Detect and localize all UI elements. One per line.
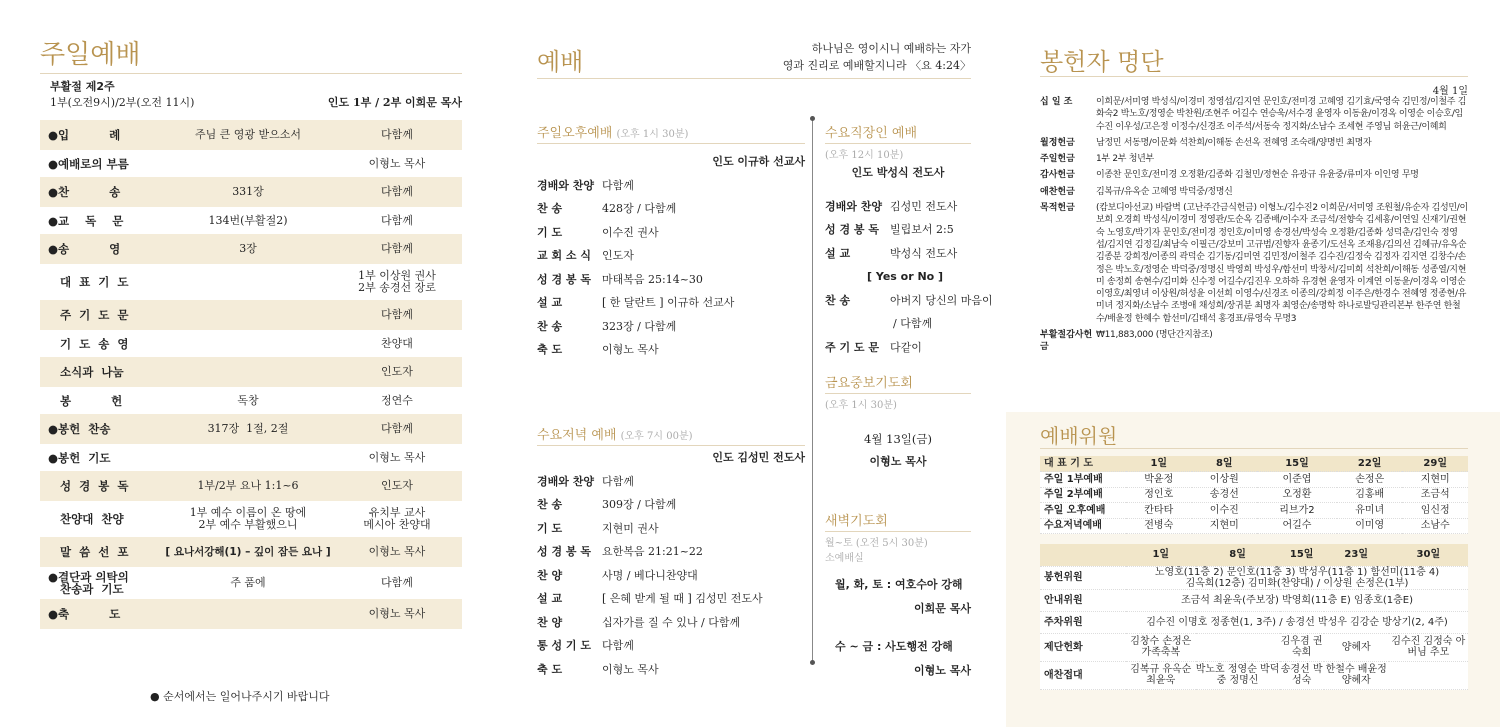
dawn-time: 월~토 (오전 5시 30분) — [825, 538, 928, 549]
row-label: 기 도 — [537, 521, 563, 535]
table-cell — [1126, 589, 1468, 611]
offering-item — [1040, 153, 1468, 165]
row-label: 성 경 봉 독 — [537, 272, 591, 286]
table-cell — [1389, 661, 1468, 689]
row-value: 309장 / 다함께 — [602, 498, 677, 511]
table-cell: 칸타타 — [1126, 503, 1192, 519]
offering-names: (캄보디아선교) 바람벽 (고난주간금식헌금) 이형노/김수진2 이희문/서미영 조원철/유순자 김성민/이보희 오경희 박성식/이경미 정영관/도순옥 김종배/이수자 조금석/전향숙 김세홍/이연일 신재기/권현숙 노영호/박기자 문인호/전미경 정인호/이미영 송경선/박성숙 오정환/김종화 성덕춘/김인숙 정영섭/김지연 김정길/최남숙 이필근/강보미 고규범/진향자 윤종기/도선옥 조재용/김의선 김혜규/유옥순 김종분 강희정/이종의 곽덕순 김기동/김미연 김민정/이철주 김수진/김정숙 김정자 김지연 김창수/손정은 박노호/정영순 박덕중/정명신 박영희 박성우/함선미 박창서/김미희 석찬희/이해동 성종열/지현미 송정희 송현수/김미화 신수정 어길수/김진우 오하하 유경현 윤영자 이계연 이동윤/이경옥 이영순 이영호/최영녀 이상원/허성윤 이선희 이영수/신경조 이종의/강희정 이주은/한경수 전혜영 정종현/유미녀 정지화/소남수 조병애 채성희/장귀분 최명자 최영순/송명학 하나로발딩관리본부 한주연 한철수/배윤정 한혜수 함선미/김태석 홍경표/류영숙 무명3 — [1096, 203, 1468, 324]
friday-title: 금요중보기도회 — [825, 376, 913, 391]
offerings-date: 4월 1일 — [1432, 86, 1468, 97]
table-cell: 유미녀 — [1337, 503, 1403, 519]
row-label: 설 교 — [537, 296, 563, 309]
column-divider — [812, 118, 813, 664]
sermon-title: [ Yes or No ] — [867, 270, 944, 283]
service-row — [537, 221, 805, 245]
table-cell: 양혜자 — [1324, 633, 1389, 661]
order-item-label: 말 씀 선 포 — [40, 537, 164, 567]
order-item-person: 인도자 — [332, 471, 462, 501]
table-header-cell: 8일 — [1192, 456, 1258, 472]
order-row — [40, 471, 462, 501]
dawn-place: 소예배실 — [825, 553, 864, 564]
table-cell: 주일 1부예배 — [1040, 472, 1126, 488]
row-label: 경배와 찬양 — [537, 178, 594, 192]
order-item-person: 이형노 목사 — [332, 599, 462, 629]
prayer-schedule-table — [1040, 456, 1468, 534]
table-cell: 리브가2 — [1257, 503, 1337, 519]
afternoon-leader: 인도 이규하 선교사 — [712, 155, 805, 168]
row-value: 이형노 목사 — [602, 343, 659, 356]
service-row — [537, 587, 805, 611]
table-cell: 임신정 — [1402, 503, 1468, 519]
row-value: [ 한 달란트 ] 이규하 선교사 — [602, 296, 735, 309]
order-item-content: [ 요나서강해(1) – 깊이 잠든 요나 ] — [164, 537, 332, 567]
service-row — [537, 315, 805, 339]
order-row — [40, 207, 462, 234]
order-item-label: ●봉헌 찬송 — [40, 414, 164, 444]
table-cell: 오정환 — [1257, 487, 1337, 503]
row-value: 요한복음 21:21~22 — [602, 545, 703, 558]
afternoon-rows — [537, 174, 805, 362]
order-item-content — [164, 264, 332, 300]
workers-leader: 인도 박성식 전도사 — [851, 166, 945, 179]
workers-service — [825, 122, 993, 359]
order-item-content: 주님 큰 영광 받으소서 — [164, 120, 332, 150]
table-cell: 조금석 — [1402, 487, 1468, 503]
order-item-person: 다함께 — [332, 300, 462, 330]
row-value: 428장 / 다함께 — [602, 202, 677, 215]
row-value: [ 은혜 받게 될 때 ] 김성민 전도사 — [602, 592, 763, 605]
wednesday-title — [537, 424, 805, 443]
service-row — [537, 658, 805, 682]
table-cell: 지현미 — [1192, 518, 1258, 534]
table-header-row — [1040, 456, 1468, 472]
cell-line: 조금석 최윤욱(주보장) 박영희(11층 E) 임종호(1층E) — [1180, 594, 1414, 606]
order-item-person: 다함께 — [332, 177, 462, 207]
offering-names: ₩11,883,000 (명단간지참조) — [1096, 330, 1213, 341]
row-label: 봉헌위원 — [1040, 566, 1126, 589]
afternoon-title-text: 주일오후예배 — [537, 126, 613, 141]
order-item-label: 대 표 기 도 — [48, 275, 129, 289]
row-value: 십자가를 질 수 있나 / 다함께 — [602, 615, 741, 629]
workers-row-cont: / 다함께 — [893, 317, 933, 330]
service-row — [537, 634, 805, 658]
offering-type: 월정헌금 — [1040, 137, 1075, 148]
row-label: 찬 양 — [537, 568, 563, 582]
order-item-label: 기 도 송 영 — [48, 336, 129, 351]
order-item-content: 331장 — [164, 177, 332, 207]
table-cell: 정인호 — [1126, 487, 1192, 503]
dawn-line-1-person: 이희문 목사 — [914, 602, 971, 615]
leader-label: 인도 1부 / 2부 이희문 목사 — [327, 96, 462, 109]
order-of-service-table — [40, 120, 462, 629]
order-item-content: 독창 — [237, 393, 259, 407]
offerings-list — [1040, 96, 1468, 358]
afternoon-title — [537, 122, 805, 141]
table-cell: 소남수 — [1402, 518, 1468, 534]
table-header-cell: 30일 — [1389, 544, 1468, 566]
row-label: 찬 양 — [537, 615, 563, 629]
order-item-person: 이형노 목사 — [368, 450, 426, 464]
order-item-content — [164, 150, 332, 177]
title-divider — [40, 73, 462, 74]
divider-dot — [810, 116, 815, 121]
row-value: 마태복음 25:14~30 — [602, 272, 703, 286]
dawn-prayer — [825, 510, 971, 678]
friday-person: 이형노 목사 — [869, 455, 927, 468]
row-value: 인도자 — [602, 249, 634, 262]
table-cell: 어길수 — [1257, 518, 1337, 534]
order-item-person: 다함께 — [381, 213, 413, 227]
verse-line-2: 영과 진리로 예배할지니라 〈요 4:24〉 — [782, 59, 971, 72]
order-item-content: 317장 1절, 2절 — [164, 414, 332, 444]
table-cell: 이준엽 — [1257, 472, 1337, 488]
order-item-person: 정연수 — [381, 393, 413, 407]
row-label: 경배와 찬양 — [825, 199, 882, 213]
workers-row — [825, 336, 971, 360]
row-label: 찬 송 — [537, 319, 563, 333]
table-cell: 송경선 — [1192, 487, 1258, 503]
table-row — [1040, 633, 1468, 661]
row-value: 다함께 — [602, 639, 634, 652]
friday-time: (오후 1시 30분) — [825, 400, 897, 411]
offering-item — [1040, 96, 1468, 133]
services-title: 예배 — [537, 48, 584, 76]
offering-type: 십 일 조 — [1040, 97, 1073, 107]
table-header-cell: 23일 — [1324, 544, 1389, 566]
offering-item — [1040, 329, 1468, 354]
order-row — [40, 150, 462, 177]
table-row — [1040, 661, 1468, 689]
row-label: 주차위원 — [1040, 611, 1126, 633]
standing-note: ● 순서에서는 일어나주시기 바랍니다 — [150, 690, 330, 703]
order-row — [40, 330, 462, 357]
cell-line: 김옥희(12층) 김미화(찬양대) / 이상원 손정은(1부) — [1185, 577, 1409, 589]
sunday-service-panel — [40, 34, 462, 703]
verse — [711, 40, 971, 74]
order-item-content: 1부/2부 요나 1:1~6 — [164, 471, 332, 501]
row-value: 빌립보서 2:5 — [890, 223, 954, 236]
table-cell: 이상원 — [1192, 472, 1258, 488]
afternoon-time: (오후 1시 30분) — [616, 129, 689, 140]
offering-names: 남정민 서동명/이문화 석찬희/이해동 손선옥 전혜영 조숙래/양명빈 최명자 — [1096, 137, 1372, 148]
row-label: 설 교 — [537, 592, 563, 605]
row-label: 주 기 도 문 — [825, 340, 879, 354]
row-label: 성 경 봉 독 — [825, 223, 879, 236]
table-cell: 이수진 — [1192, 503, 1258, 519]
row-label: 성 경 봉 독 — [537, 545, 591, 558]
season-label: 부활절 제2주 — [50, 80, 115, 93]
order-row — [40, 567, 462, 599]
title-divider — [1040, 76, 1468, 77]
order-item-person: 찬양대 — [381, 336, 413, 350]
page-title: 주일예배 — [40, 40, 141, 70]
service-row — [537, 517, 805, 541]
table-cell: 송경선 박성숙 — [1280, 661, 1324, 689]
table-cell: 김창수 손정은 가족축복 — [1126, 633, 1196, 661]
workers-time: (오후 12시 10분) — [825, 150, 904, 161]
order-item-content: 주 품에 — [230, 576, 266, 589]
order-item-content — [164, 599, 332, 629]
title-divider — [1040, 448, 1468, 449]
table-cell: 이미영 — [1337, 518, 1403, 534]
offering-item — [1040, 202, 1468, 325]
row-label: 교 회 소 식 — [537, 249, 591, 262]
order-item-person: 다함께 — [332, 120, 462, 150]
order-item-person: 유치부 교사 메시아 찬양대 — [363, 506, 431, 531]
order-item-label: ●봉헌 기도 — [48, 450, 111, 465]
order-item-label: 성 경 봉 독 — [40, 471, 164, 501]
order-item-label: 소식과 나눔 — [40, 357, 164, 387]
table-cell: 수요저녁예배 — [1040, 518, 1126, 534]
offering-type: 감사헌금 — [1040, 170, 1075, 181]
row-label: 축 도 — [537, 343, 563, 356]
committee-section — [1006, 412, 1500, 727]
title-divider — [537, 78, 971, 79]
order-item-label: ●결단과 의탁의 찬송과 기도 — [48, 570, 129, 596]
service-row — [537, 268, 805, 292]
order-item-content: 3장 — [164, 234, 332, 264]
table-cell: 전병숙 — [1126, 518, 1192, 534]
service-row — [537, 291, 805, 315]
order-item-content: 134번(부활절2) — [208, 213, 288, 227]
service-row — [537, 611, 805, 635]
order-row — [40, 264, 462, 300]
offerings-title: 봉헌자 명단 — [1040, 48, 1164, 76]
table-header-cell: 29일 — [1402, 456, 1468, 472]
table-header-cell: 22일 — [1337, 456, 1403, 472]
table-cell: 김수진 김정숙 아버님 추모 — [1389, 633, 1468, 661]
service-row — [537, 564, 805, 588]
section-divider — [825, 393, 971, 394]
table-header-cell: 8일 — [1196, 544, 1280, 566]
workers-row — [825, 195, 971, 219]
table-row — [1040, 503, 1468, 519]
row-label: 안내위원 — [1040, 589, 1126, 611]
dawn-line-2-person: 이형노 목사 — [914, 664, 971, 677]
order-item-content: 1부 예수 이름이 온 땅에 2부 예수 부활했으니 — [189, 506, 307, 531]
row-value: 아버지 당신의 마음이 — [890, 293, 993, 307]
table-header-cell: 15일 — [1280, 544, 1324, 566]
order-row — [40, 501, 462, 537]
table-row — [1040, 589, 1468, 611]
table-header-cell: 1일 — [1126, 456, 1192, 472]
row-label: 기 도 — [537, 225, 563, 239]
section-divider — [537, 143, 805, 144]
wednesday-service — [537, 424, 805, 681]
row-value: 다함께 — [602, 474, 634, 488]
service-row — [537, 470, 805, 494]
service-row — [537, 338, 805, 362]
wednesday-leader: 인도 김성민 전도사 — [712, 451, 805, 464]
row-value: 다같이 — [890, 340, 922, 354]
offering-type: 목적헌금 — [1040, 203, 1075, 214]
table-header-cell — [1040, 544, 1126, 566]
order-row — [40, 414, 462, 444]
table-row — [1040, 611, 1468, 633]
verse-line-1: 하나님은 영이시니 예배하는 자가 — [811, 42, 971, 55]
order-item-person: 이형노 목사 — [368, 156, 426, 170]
service-row — [537, 540, 805, 564]
afternoon-service — [537, 122, 805, 362]
row-value: 김성민 전도사 — [890, 199, 958, 213]
order-item-person: 1부 이상원 권사 2부 송경선 장로 — [358, 269, 436, 294]
row-label: 찬 송 — [537, 498, 563, 511]
row-value: 박성식 전도사 — [890, 246, 958, 260]
workers-row — [825, 242, 971, 266]
table-cell: 손정은 — [1337, 472, 1403, 488]
order-row — [40, 300, 462, 330]
table-row — [1040, 566, 1468, 589]
table-header-row — [1040, 544, 1468, 566]
offering-item — [1040, 186, 1468, 198]
friday-date: 4월 13일(금) — [864, 432, 932, 446]
row-label: 통 성 기 도 — [537, 639, 591, 652]
table-cell — [1126, 611, 1468, 633]
dawn-title: 새벽기도회 — [825, 514, 888, 529]
order-item-person: 다함께 — [381, 576, 413, 589]
table-cell: 주일 2부예배 — [1040, 487, 1126, 503]
dawn-line-2: 수 ~ 금 : 사도행전 강해 — [835, 640, 953, 653]
table-cell — [1196, 633, 1280, 661]
order-item-person: 이형노 목사 — [332, 537, 462, 567]
offering-names: 1부 2부 청년부 — [1096, 154, 1154, 165]
table-cell: 김복규 유옥순 최윤욱 — [1126, 661, 1196, 689]
wednesday-time: (오후 7시 00분) — [620, 431, 693, 442]
order-item-label: ●송 영 — [40, 234, 164, 264]
row-value: 이수진 권사 — [602, 225, 659, 239]
table-cell: 박노호 정영순 박덕중 정명신 — [1196, 661, 1280, 689]
order-row — [40, 387, 462, 414]
row-label: 찬 송 — [825, 293, 851, 307]
table-header-cell: 1일 — [1126, 544, 1196, 566]
friday-prayer — [825, 372, 971, 469]
table-cell: 주일 오후예배 — [1040, 503, 1126, 519]
table-cell: 지현미 — [1402, 472, 1468, 488]
table-cell: 김홍배 — [1337, 487, 1403, 503]
table-cell: 김우겸 권숙희 — [1280, 633, 1324, 661]
wednesday-title-text: 수요저녁 예배 — [537, 428, 617, 443]
section-divider — [825, 531, 971, 532]
row-label: 찬 송 — [537, 202, 563, 215]
row-label: 축 도 — [537, 662, 563, 676]
offering-type: 애찬헌금 — [1040, 186, 1075, 197]
order-row — [40, 357, 462, 387]
order-item-person: 다함께 — [332, 234, 462, 264]
table-row — [1040, 487, 1468, 503]
row-value: 323장 / 다함께 — [602, 319, 677, 333]
order-item-content — [164, 357, 332, 387]
order-row — [40, 177, 462, 207]
order-item-label: ●입 례 — [40, 120, 164, 150]
table-header-cell: 15일 — [1257, 456, 1337, 472]
table-cell: 박윤정 — [1126, 472, 1192, 488]
table-header-cell: 대 표 기 도 — [1040, 456, 1126, 472]
service-row — [537, 174, 805, 198]
section-divider — [825, 143, 971, 144]
order-item-label: ●교 독 문 — [48, 213, 124, 228]
row-value: 사명 / 베다니찬양대 — [602, 568, 698, 582]
table-row — [1040, 472, 1468, 488]
offering-names: 김복규/유옥순 고혜영 박덕중/정명신 — [1096, 186, 1233, 197]
order-row — [40, 444, 462, 471]
order-item-person: 인도자 — [332, 357, 462, 387]
order-item-content — [164, 300, 332, 330]
order-item-label: ●예배로의 부름 — [48, 156, 129, 171]
order-row — [40, 120, 462, 150]
row-value: 지현미 권사 — [602, 521, 659, 535]
service-row — [537, 244, 805, 268]
order-item-person: 다함께 — [332, 414, 462, 444]
order-item-label: ●축 도 — [40, 599, 164, 629]
offering-item — [1040, 169, 1468, 181]
committee-title: 예배위원 — [1040, 424, 1118, 448]
offering-type: 주일헌금 — [1040, 154, 1075, 165]
order-item-content — [164, 444, 332, 471]
row-label: 제단헌화 — [1040, 633, 1126, 661]
order-item-label: 주 기 도 문 — [40, 300, 164, 330]
service-row — [537, 493, 805, 517]
cell-line: 노영호(11층 2) 문인호(11층 3) 박성우(11층 1) 함선미(11층 4) — [1154, 566, 1440, 578]
offering-names: 이종찬 문인호/전미경 오정환/김종화 김철민/정현순 유광규 유윤중/류미자 이인영 무명 — [1096, 170, 1419, 181]
offering-item — [1040, 137, 1468, 149]
row-label: 설 교 — [825, 246, 851, 260]
row-value: 다함께 — [602, 178, 634, 192]
wednesday-rows — [537, 470, 805, 682]
offering-names: 이희문/서미영 박성식/이경미 정영섭/김지연 문인호/전미경 고혜영 김기효/국영숙 김민정/이철주 김화숙2 박노호/정영순 박찬원/조현주 어길수 연승욱/서수경 윤영자 이동윤/이경옥 이영순 이승호/임수진 이우성/고은정 이정수/신경조 이주석/서동숙 정지화/소남수 조세현 주영님 허윤근/이혜희 — [1096, 97, 1467, 132]
row-label: 애찬접대 — [1040, 661, 1126, 689]
table-row — [1040, 518, 1468, 534]
workers-row — [825, 218, 971, 242]
volunteer-schedule-table — [1040, 544, 1468, 690]
order-item-label: 찬양대 찬양 — [48, 512, 124, 526]
table-cell — [1126, 566, 1468, 589]
divider-dot — [810, 660, 815, 665]
workers-row — [825, 289, 993, 313]
offering-type: 부활절감사헌금 — [1040, 330, 1093, 353]
dawn-line-1: 월, 화, 토 : 여호수아 강해 — [835, 578, 963, 591]
service-row — [537, 197, 805, 221]
order-item-label: ●찬 송 — [40, 177, 164, 207]
cell-line: 김수진 이명호 정종현(1, 3주) / 송경선 박성우 김강순 방상기(2, 4주) — [1146, 616, 1448, 628]
workers-title: 수요직장인 예배 — [825, 126, 918, 141]
order-item-content — [164, 330, 332, 357]
table-cell: 한철수 배윤정 양혜자 — [1324, 661, 1389, 689]
services-panel — [537, 30, 993, 720]
order-row — [40, 234, 462, 264]
order-item-label: 봉 헌 — [48, 393, 123, 408]
order-row — [40, 537, 462, 567]
row-value: 이형노 목사 — [602, 662, 659, 676]
order-row — [40, 599, 462, 629]
row-label: 경배와 찬양 — [537, 474, 594, 488]
service-times: 1부(오전9시)/2부(오전 11시) — [50, 96, 195, 109]
